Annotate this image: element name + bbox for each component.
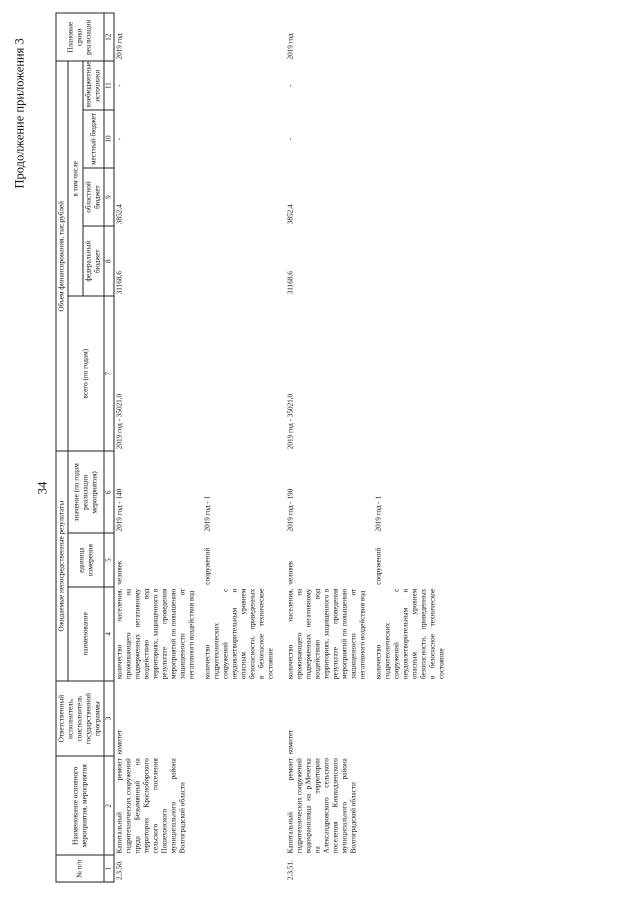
col-number: 2 xyxy=(104,756,114,855)
header-expected-results: Ожидаемые непосредственные результаты xyxy=(56,451,68,681)
col-number: 8 xyxy=(104,226,114,296)
col-number: 10 xyxy=(104,110,114,168)
result-value: 2019 год - 190 xyxy=(286,488,295,532)
col-number: 9 xyxy=(104,168,114,226)
col-number: 6 xyxy=(104,451,114,533)
funding-federal: 31168,6 xyxy=(115,271,124,295)
executor: комитет xyxy=(286,729,295,755)
header-terms: Плановые сроки реализации xyxy=(56,13,104,61)
program-table xyxy=(56,13,448,883)
funding-offbudget: - xyxy=(115,84,124,87)
funding-regional: 3852,4 xyxy=(286,204,295,225)
funding-total: 2019 год - 35021,0 xyxy=(286,393,295,450)
funding-local: - xyxy=(286,137,295,141)
column-numbers-row xyxy=(104,13,114,882)
result-value: 2019 год - 140 xyxy=(115,488,124,532)
table-row xyxy=(277,13,369,882)
funding-federal: 31168,6 xyxy=(286,271,295,295)
col-number: 4 xyxy=(104,587,114,681)
funding-total: 2019 год - 35021,0 xyxy=(115,393,124,450)
col-number: 5 xyxy=(104,533,114,586)
row-number: 2.3.51. xyxy=(286,860,295,880)
result-unit: сооружений xyxy=(374,547,383,585)
col-number: 12 xyxy=(104,13,114,61)
activity-name: Капитальный ремонт гидротехнических сооружений пруда Безымянный на территории Красноборского сельского поселения Пошехонского муниципального района Волгоградской области xyxy=(115,758,187,854)
header-funding: Объем финансирования, тыс.рублей xyxy=(56,61,68,451)
header-including: в том числе xyxy=(68,61,83,296)
header-local: местный бюджет xyxy=(83,110,104,168)
result-unit: человек xyxy=(115,560,124,585)
funding-local: - xyxy=(115,137,124,141)
page-number-2: 34 xyxy=(34,481,50,495)
result-name: количество гидротехнических сооружений с неудовлетворительным и опасным уровнем безопасности, приведенных в безопасное техническое состояние xyxy=(374,588,446,680)
table-row xyxy=(114,13,198,882)
result-unit: человек xyxy=(286,560,295,585)
header-offbudget: внебюджетные источники xyxy=(83,61,104,109)
header-federal: федеральный бюджет xyxy=(83,226,104,296)
activity-name: Капитальный ремонт гидротехнических сооружений водохранилища на р.Мечетка на территории Александровского сельского поселения Киквидзенского муниципального района Волгоградской области xyxy=(286,758,358,854)
funding-regional: 3852,4 xyxy=(115,204,124,225)
col-number: 11 xyxy=(104,61,114,109)
header-result-name: наименование xyxy=(68,587,104,681)
executor: комитет xyxy=(115,729,124,755)
col-number: 7 xyxy=(104,296,114,451)
header-unit: единица измерения xyxy=(68,533,104,586)
continuation-title-2: Продолжение приложения 3 xyxy=(12,38,27,189)
result-value: 2019 год - 1 xyxy=(374,495,383,532)
col-number: 1 xyxy=(104,855,114,882)
header-regional: областной бюджет xyxy=(83,168,104,226)
header-number: № п/п xyxy=(56,855,104,882)
funding-offbudget: - xyxy=(286,84,295,87)
col-number: 3 xyxy=(104,681,114,756)
header-value: значение (по годам реализации мероприятия) xyxy=(68,451,104,533)
term: 2019 год xyxy=(286,33,295,60)
result-unit: сооружений xyxy=(203,547,212,585)
header-executor: Ответственный исполнитель, соисполнитель государственной программы xyxy=(56,681,104,756)
header-total: всего (по годам) xyxy=(68,296,104,451)
result-value: 2019 год - 1 xyxy=(203,495,212,532)
row-number: 2.3.50. xyxy=(115,860,124,880)
result-name: количество населения, проживающего на подверженных негативному воздействию вод территориях, защищенного в результате проведения мероприятий по повышению защищенности от негативного воздействия вод xyxy=(286,588,367,680)
term: 2019 год xyxy=(115,33,124,60)
header-activity: Наименование основного мероприятия, мероприятия xyxy=(56,756,104,855)
result-name: количество гидротехнических сооружений с неудовлетворительным и опасным уровнем безопасности, приведенных в безопасное техническое состояние xyxy=(203,588,275,680)
result-name: количество населения, проживающего на подверженных негативному воздействию вод территориях, защищенного в результате проведения мероприятий по повышению защищенности от негативного воздействия вод xyxy=(115,588,196,680)
